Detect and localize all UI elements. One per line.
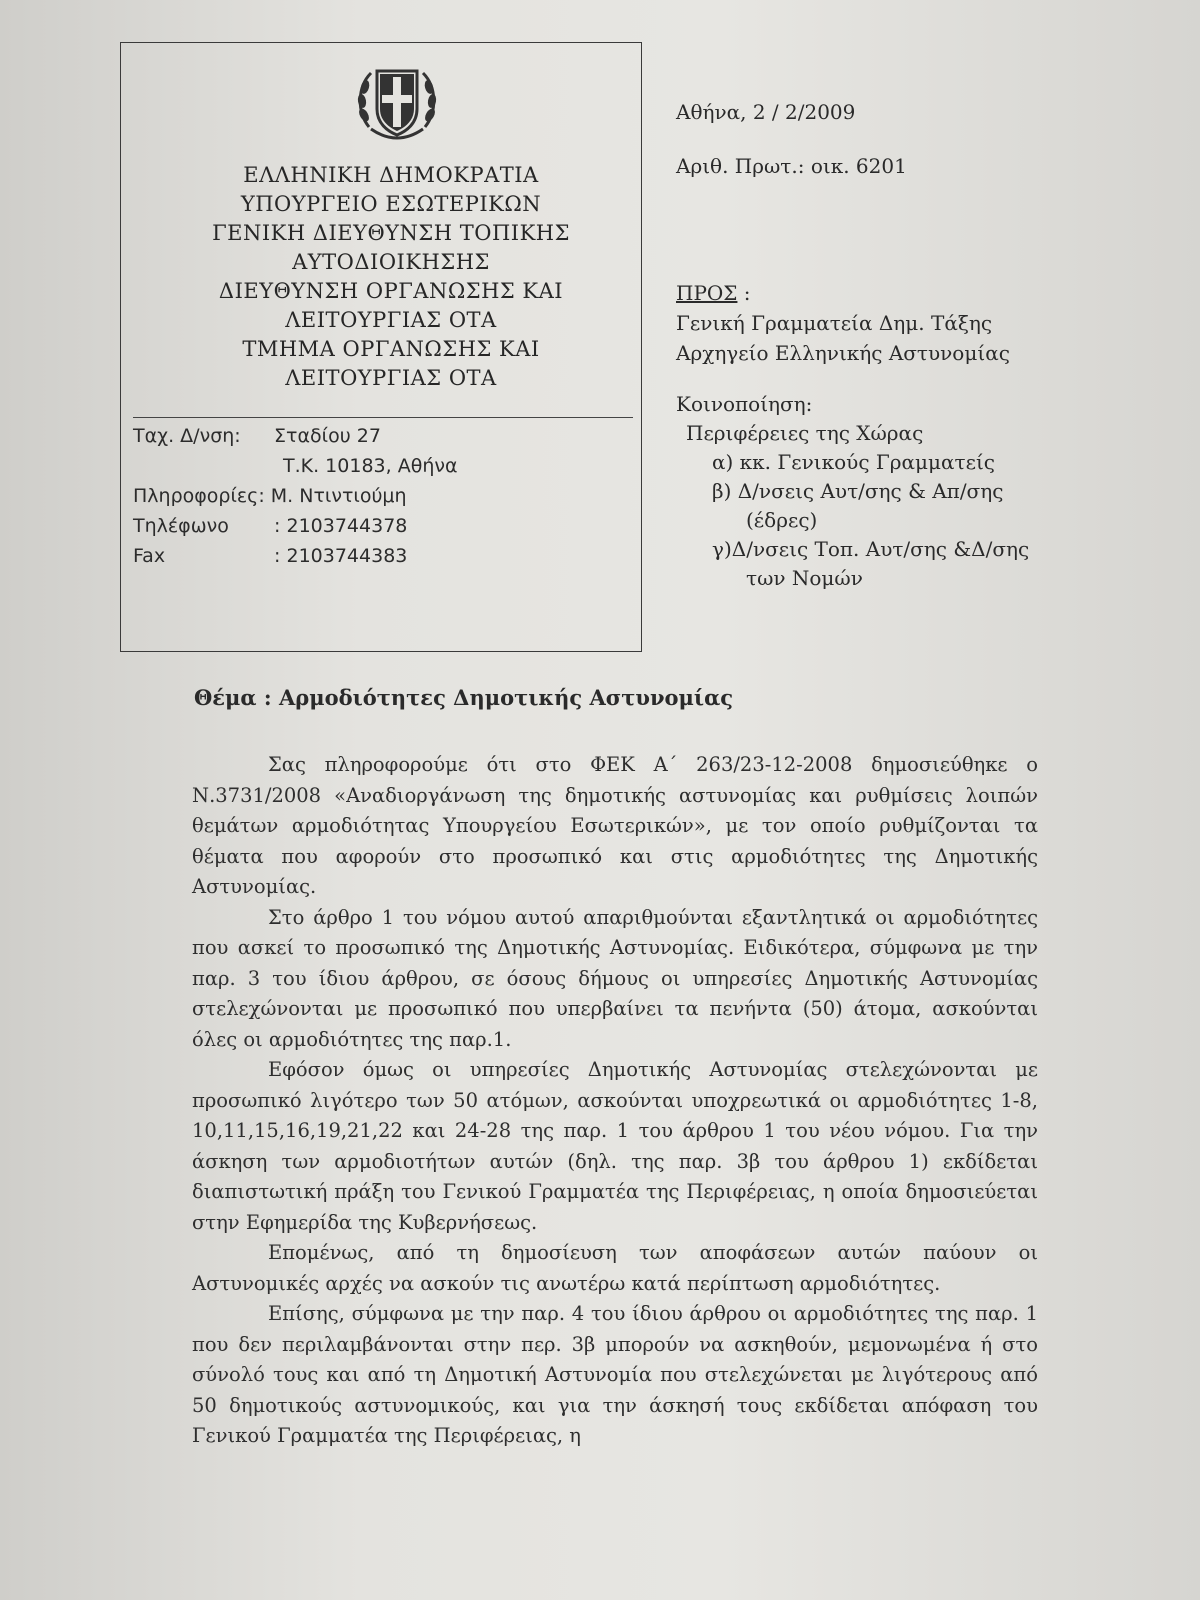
recipient-line: Αρχηγείο Ελληνικής Αστυνομίας [676, 341, 1010, 365]
cc-line: των Νομών [746, 566, 863, 590]
authority-line: ΥΠΟΥΡΓΕΙΟ ΕΣΩΤΕΡΙΚΩΝ [240, 192, 542, 216]
authority-line: ΑΥΤΟΔΙΟΙΚΗΣΗΣ [292, 250, 490, 274]
fax-row [133, 541, 633, 571]
address-line2: Τ.Κ. 10183, Αθήνα [283, 455, 458, 477]
info-row [133, 481, 633, 511]
address-label: Ταχ. Δ/νση: [133, 425, 241, 447]
cc-block [676, 390, 1029, 593]
document-subject: Θέμα : Αρμοδιότητες Δημοτικής Αστυνομίας [194, 685, 734, 710]
body-paragraph: Επομένως, από τη δημοσίευση των αποφάσεων αυτών παύουν οι Αστυνομικές αρχές να ασκούν τις ανωτέρω κατά περίπτωση αρμοδιότητες. [192, 1241, 1038, 1295]
address-line1: Σταδίου 27 [274, 425, 381, 447]
cc-line: γ)Δ/νσεις Τοπ. Αυτ/σης &Δ/σης [712, 537, 1030, 561]
phone-value: : 2103744378 [274, 515, 408, 537]
recipient-line: Γενική Γραμματεία Δημ. Τάξης [676, 311, 993, 335]
fax-value: : 2103744383 [274, 545, 408, 567]
authority-line: ΤΜΗΜΑ ΟΡΓΑΝΩΣΗΣ ΚΑΙ [242, 337, 540, 361]
address-row [133, 421, 633, 451]
authority-line: ΓΕΝΙΚΗ ΔΙΕΥΘΥΝΣΗ ΤΟΠΙΚΗΣ [212, 221, 570, 245]
phone-label: Τηλέφωνο [133, 515, 229, 537]
info-label: Πληροφορίες: [133, 485, 265, 507]
authority-line: ΛΕΙΤΟΥΡΓΙΑΣ ΟΤΑ [285, 308, 497, 332]
to-heading [676, 278, 1010, 308]
contact-details [133, 421, 633, 571]
fax-label: Fax [133, 545, 166, 567]
info-value: Μ. Ντιντιούμη [270, 485, 407, 507]
document-body [192, 750, 1038, 1452]
issuing-authority-box [120, 42, 642, 652]
body-paragraph: Επίσης, σύμφωνα με την παρ. 4 του ίδιου άρθρου οι αρμοδιότητες της παρ. 1 που δεν περιλαμβάνονται στην περ. 3β μπορούν να ασκηθούν, μεμονωμένα ή στο σύνολό τους και από τη Δημοτική Αστυνομία που στελεχώνεται με λιγότερους από 50 δημοτικούς αστυνομικούς, και για την άσκησή τους εκδίδεται απόφαση του Γενικού Γραμματέα της Περιφέρειας, η [192, 1302, 1038, 1447]
greek-coat-of-arms-icon [349, 57, 445, 153]
address-row-2 [133, 451, 633, 481]
cc-line: α) κκ. Γενικούς Γραμματείς [712, 450, 995, 474]
phone-row [133, 511, 633, 541]
body-paragraph: Σας πληροφορούμε ότι στο ΦΕΚ Α΄ 263/23-12-2008 δημοσιεύθηκε ο Ν.3731/2008 «Αναδιοργάνωση της δημοτικής αστυνομίας και ρυθμίσεις λοιπών θεμάτων αρμοδιότητας Υπουργείου Εσωτερικών», με τον οποίο ρυθμίζονται τα θέματα που αφορούν στο προσωπικό και στις αρμοδιότητες της Δημοτικής Αστυνομίας. [192, 753, 1038, 898]
cc-line: (έδρες) [746, 508, 818, 532]
authority-line: ΔΙΕΥΘΥΝΣΗ ΟΡΓΑΝΩΣΗΣ ΚΑΙ [218, 279, 564, 303]
authority-line: ΕΛΛΗΝΙΚΗ ΔΗΜΟΚΡΑΤΙΑ [243, 163, 539, 187]
authority-line: ΛΕΙΤΟΥΡΓΙΑΣ ΟΤΑ [285, 366, 497, 390]
cc-label: Κοινοποίηση: [676, 392, 813, 416]
to-colon: : [737, 281, 751, 305]
cc-line: β) Δ/νσεις Αυτ/σης & Απ/σης [712, 479, 1004, 503]
document-meta-column [676, 100, 1096, 590]
header-divider [133, 417, 633, 418]
authority-name-block [171, 161, 611, 393]
cc-line: Περιφέρειες της Χώρας [686, 421, 924, 445]
body-paragraph: Εφόσον όμως οι υπηρεσίες Δημοτικής Αστυνομίας στελεχώνονται με προσωπικό λιγότερο των 50 ατόμων, ασκούνται υποχρεωτικά οι αρμοδιότητες 1-8, 10,11,15,16,19,21,22 και 24-28 της παρ. 1 του άρθρου 1 του νέου νόμου. Για την άσκηση των αρμοδιοτήτων αυτών (δηλ. της παρ. 3β του άρθρου 1) εκδίδεται διαπιστωτική πράξη του Γενικού Γραμματέα της Περιφέρειας, η οποία δημοσιεύεται στην Εφημερίδα της Κυβερνήσεως. [192, 1058, 1038, 1234]
recipients-block [676, 278, 1010, 368]
to-label: ΠΡΟΣ [676, 281, 738, 305]
body-paragraph: Στο άρθρο 1 του νόμου αυτού απαριθμούνται εξαντλητικά οι αρμοδιότητες που ασκεί το προσωπικό της Δημοτικής Αστυνομίας. Ειδικότερα, σύμφωνα με την παρ. 3 του ίδιου άρθρου, σε όσους δήμους οι υπηρεσίες Δημοτικής Αστυνομίας στελεχώνονται με προσωπικό που υπερβαίνει τα πενήντα (50) άτομα, ασκούνται όλες οι αρμοδιότητες της παρ.1. [192, 905, 1038, 1051]
document-date: Αθήνα, 2 / 2/2009 [676, 100, 856, 124]
protocol-number: Αριθ. Πρωτ.: οικ. 6201 [676, 154, 907, 178]
